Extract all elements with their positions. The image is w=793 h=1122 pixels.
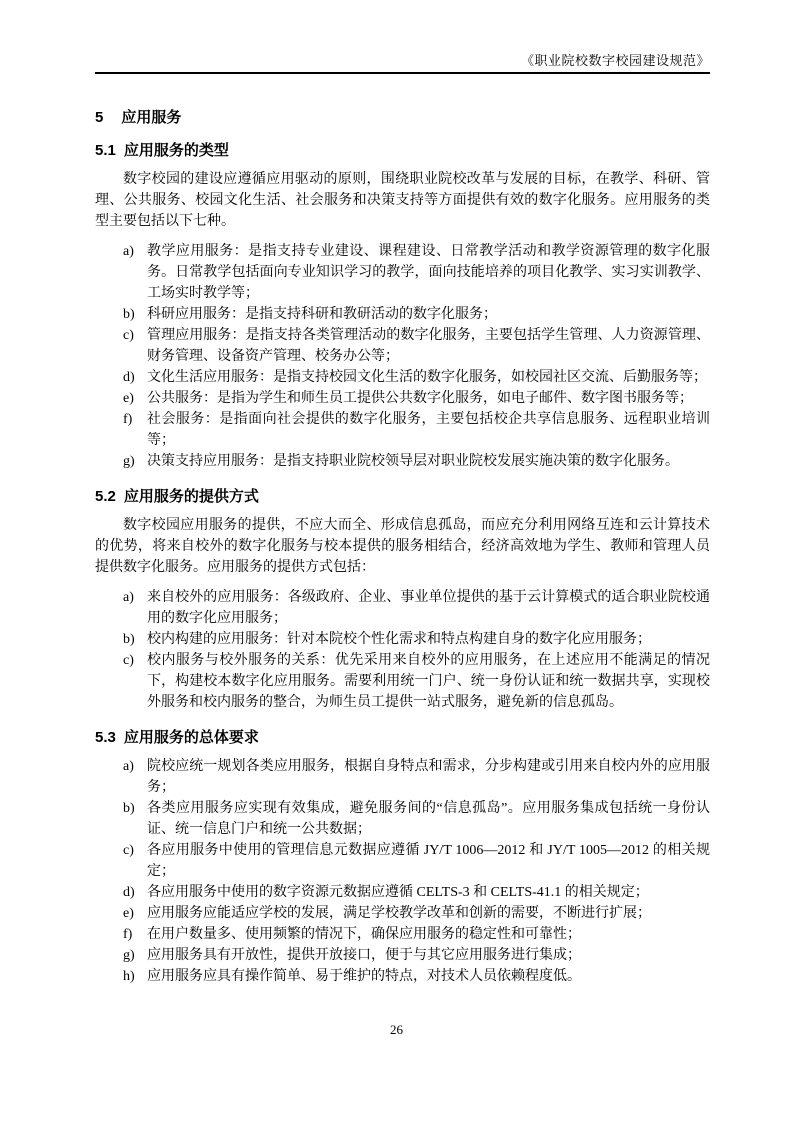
- item-text: 公共服务：是指为学生和师生员工提供公共数字化服务，如电子邮件、数字图书服务等；: [147, 391, 693, 406]
- item-text: 文化生活应用服务：是指支持校园文化生活的数字化服务，如校园社区交流、后勤服务等；: [147, 370, 707, 385]
- list-item: [95, 756, 710, 798]
- item-text: 各应用服务中使用的管理信息元数据应遵循 JY/T 1006—2012 和 JY/T 1005—2012 的相关规定；: [147, 843, 710, 879]
- section-title: 应用服务: [121, 109, 182, 126]
- item-text: 科研应用服务：是指支持科研和教研活动的数字化服务；: [147, 307, 497, 322]
- item-label: h): [123, 969, 135, 984]
- list-item: [95, 629, 710, 650]
- item-label: c): [123, 843, 134, 858]
- item-label: f): [123, 927, 133, 942]
- item-label: e): [123, 906, 134, 921]
- subsection-title: 应用服务的提供方式: [123, 488, 259, 505]
- lettered-list-5-1: [95, 241, 710, 472]
- list-item: [95, 304, 710, 325]
- item-text: 各类应用服务应实现有效集成，避免服务间的“信息孤岛”。应用服务集成包括统一身份认证、统一信息门户和统一公共数据；: [147, 801, 710, 837]
- list-item: [95, 241, 710, 304]
- item-text: 管理应用服务：是指支持各类管理活动的数字化服务，主要包括学生管理、人力资源管理、财务管理、设备资产管理、校务办公等；: [147, 328, 710, 364]
- subsection-heading-5-3: [95, 730, 710, 746]
- item-label: c): [123, 653, 134, 668]
- item-label: a): [123, 759, 134, 774]
- subsection-number: 5.3: [95, 729, 116, 746]
- item-text: 应用服务具有开放性，提供开放接口，便于与其它应用服务进行集成；: [147, 948, 581, 963]
- list-item: [95, 367, 710, 388]
- list-item: [95, 409, 710, 451]
- item-text: 各应用服务中使用的数字资源元数据应遵循 CELTS-3 和 CELTS-41.1 的相关规定；: [147, 885, 649, 900]
- list-item: [95, 451, 710, 472]
- subsection-heading-5-2: [95, 489, 710, 505]
- item-text: 应用服务应能适应学校的发展，满足学校教学改革和创新的需要，不断进行扩展；: [147, 906, 651, 921]
- body-paragraph: 数字校园的建设应遵循应用驱动的原则，围绕职业院校改革与发展的目标，在教学、科研、管理、公共服务、校园文化生活、社会服务和决策支持等方面提供有效的数字化服务。应用服务的类型主要包括以下七种。: [95, 172, 710, 229]
- item-label: b): [123, 632, 135, 647]
- body-paragraph: 数字校园应用服务的提供，不应大而全、形成信息孤岛，而应充分利用网络互连和云计算技术的优势，将来自校外的数字化服务与校本提供的服务相结合，经济高效地为学生、教师和管理人员提供数字化服务。应用服务的提供方式包括：: [95, 518, 710, 575]
- item-text: 校内服务与校外服务的关系：优先采用来自校外的应用服务，在上述应用不能满足的情况下，构建校本数字化应用服务。需要利用统一门户、统一身份认证和统一数据共享，实现校外服务和校内服务的整合，为师生员工提供一站式服务，避免新的信息孤岛。: [147, 653, 710, 710]
- list-item: [95, 924, 710, 945]
- item-text: 社会服务：是指面向社会提供的数字化服务，主要包括校企共享信息服务、远程职业培训等；: [147, 412, 710, 448]
- lettered-list-5-3: [95, 756, 710, 987]
- header-rule: [95, 72, 710, 74]
- subsection-title: 应用服务的类型: [123, 142, 229, 159]
- list-item: [95, 945, 710, 966]
- running-header: 《职业院校数字校园建设规范》: [520, 53, 710, 68]
- item-label: e): [123, 391, 134, 406]
- subsection-title: 应用服务的总体要求: [123, 729, 259, 746]
- list-item: [95, 903, 710, 924]
- subsection-heading-5-1: [95, 143, 710, 159]
- item-text: 院校应统一规划各类应用服务，根据自身特点和需求，分步构建或引用来自校内外的应用服务；: [147, 759, 710, 795]
- item-label: f): [123, 412, 133, 427]
- item-label: c): [123, 328, 134, 343]
- subsection-number: 5.1: [95, 142, 116, 159]
- lettered-list-5-2: [95, 587, 710, 713]
- item-text: 应用服务应具有操作简单、易于维护的特点，对技术人员依赖程度低。: [147, 969, 581, 984]
- list-item: [95, 966, 710, 987]
- subsection-number: 5.2: [95, 488, 116, 505]
- item-label: b): [123, 801, 135, 816]
- item-label: g): [123, 454, 135, 469]
- list-item: [95, 650, 710, 713]
- page-number: 26: [390, 1022, 403, 1037]
- item-text: 教学应用服务：是指支持专业建设、课程建设、日常教学活动和教学资源管理的数字化服务。日常教学包括面向专业知识学习的教学，面向技能培养的项目化教学、实习实训教学、工场实时教学等；: [147, 244, 710, 301]
- item-label: d): [123, 370, 135, 385]
- item-text: 校内构建的应用服务：针对本院校个性化需求和特点构建自身的数字化应用服务；: [147, 632, 651, 647]
- item-text: 在用户数量多、使用频繁的情况下，确保应用服务的稳定性和可靠性；: [147, 927, 581, 942]
- item-text: 来自校外的应用服务：各级政府、企业、事业单位提供的基于云计算模式的适合职业院校通用的数字化应用服务；: [147, 590, 710, 626]
- list-item: [95, 325, 710, 367]
- item-label: d): [123, 885, 135, 900]
- item-label: a): [123, 244, 134, 259]
- section-heading: [95, 110, 710, 126]
- list-item: [95, 798, 710, 840]
- item-label: b): [123, 307, 135, 322]
- list-item: [95, 882, 710, 903]
- list-item: [95, 587, 710, 629]
- item-text: 决策支持应用服务：是指支持职业院校领导层对职业院校发展实施决策的数字化服务。: [147, 454, 679, 469]
- list-item: [95, 840, 710, 882]
- section-number: 5: [95, 109, 104, 126]
- list-item: [95, 388, 710, 409]
- item-label: g): [123, 948, 135, 963]
- item-label: a): [123, 590, 134, 605]
